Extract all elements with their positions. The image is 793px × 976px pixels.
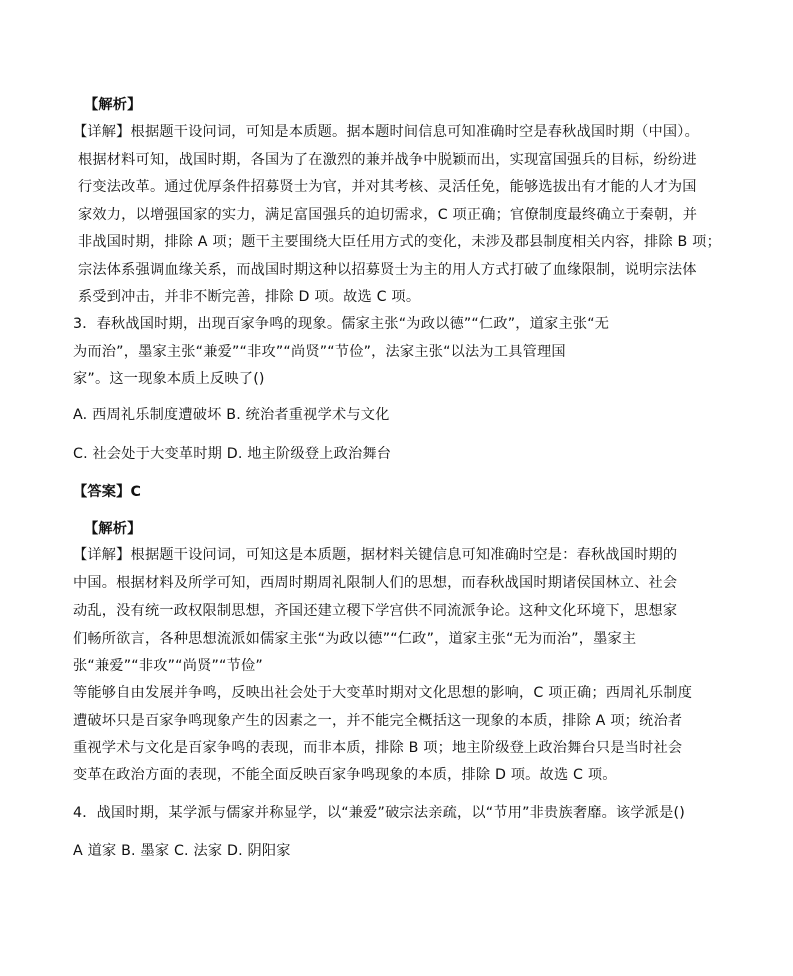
question-stem: 4．战国时期，某学派与儒家并称显学，以“兼爱”破宗法亲疏，以“节用”非贵族奢靡。该学派是(): [73, 805, 686, 821]
question-stem: 3．春秋战国时期，出现百家争鸣的现象。儒家主张“为政以德”“仁政”，道家主张“无: [73, 316, 610, 332]
analysis-line: 张“兼爱”“非攻”“尚贤”“节俭”: [73, 658, 263, 674]
analysis-line: 【详解】根据题干设问词，可知是本质题。据本题时间信息可知准确时空是春秋战国时期（中国）。: [73, 124, 699, 140]
analysis-line: 【详解】根据题干设问词，可知这是本质题，据材料关键信息可知准确时空是：春秋战国时期的: [73, 547, 678, 563]
question-stem: 家”。这一现象本质上反映了(): [73, 371, 265, 387]
analysis-line: 重视学术与文化是百家争鸣的表现，而非本质，排除 B 项；地主阶级登上政治舞台只是当时社会: [73, 740, 683, 756]
analysis-line: 中国。根据材料及所学可知，西周时期周礼限制人们的思想，而春秋战国时期诸侯国林立、社会: [73, 575, 678, 591]
analysis-line: 根据材料可知，战国时期，各国为了在激烈的兼并战争中脱颖而出，实现富国强兵的目标，纷纷进: [78, 152, 697, 168]
analysis-line: 系受到冲击，并非不断完善，排除 D 项。故选 C 项。: [78, 289, 421, 305]
analysis-heading: 【解析】: [84, 521, 142, 537]
analysis-line: 家效力，以增强国家的实力，满足富国强兵的迫切需求，C 项正确；官僚制度最终确立于秦朝，并: [78, 207, 698, 223]
analysis-line: 等能够自由发展并争鸣，反映出社会处于大变革时期对文化思想的影响，C 项正确；西周礼乐制度: [73, 685, 693, 701]
answer: 【答案】C: [73, 484, 142, 500]
analysis-line: 行变法改革。通过优厚条件招募贤士为官，并对其考核、灵活任免，能够选拔出有才能的人才为国: [78, 179, 697, 195]
question-stem: 为而治”，墨家主张“兼爱”“非攻”“尚贤”“节俭”，法家主张“以法为工具管理国: [73, 344, 566, 360]
question-options: A 道家 B. 墨家 C. 法家 D. 阴阳家: [73, 843, 291, 859]
analysis-line: 宗法体系强调血缘关系，而战国时期这种以招募贤士为主的用人方式打破了血缘限制，说明宗法体: [78, 262, 697, 278]
question-options: A. 西周礼乐制度遭破坏 B. 统治者重视学术与文化: [73, 407, 390, 423]
analysis-line: 动乱，没有统一政权限制思想，齐国还建立稷下学宫供不同流派争论。这种文化环境下，思想家: [73, 603, 678, 619]
analysis-line: 非战国时期，排除 A 项；题干主要围绕大臣任用方式的变化，未涉及郡县制度相关内容，排除 B 项；: [78, 234, 721, 250]
analysis-heading: 【解析】: [84, 97, 142, 113]
analysis-line: 们畅所欲言，各种思想流派如儒家主张“为政以德”“仁政”，道家主张“无为而治”，墨家主: [73, 631, 637, 647]
analysis-line: 遭破坏只是百家争鸣现象产生的因素之一，并不能完全概括这一现象的本质，排除 A 项；统治者: [73, 713, 683, 729]
analysis-line: 变革在政治方面的表现，不能全面反映百家争鸣现象的本质，排除 D 项。故选 C 项。: [73, 767, 617, 783]
question-options: C. 社会处于大变革时期 D. 地主阶级登上政治舞台: [73, 446, 392, 462]
